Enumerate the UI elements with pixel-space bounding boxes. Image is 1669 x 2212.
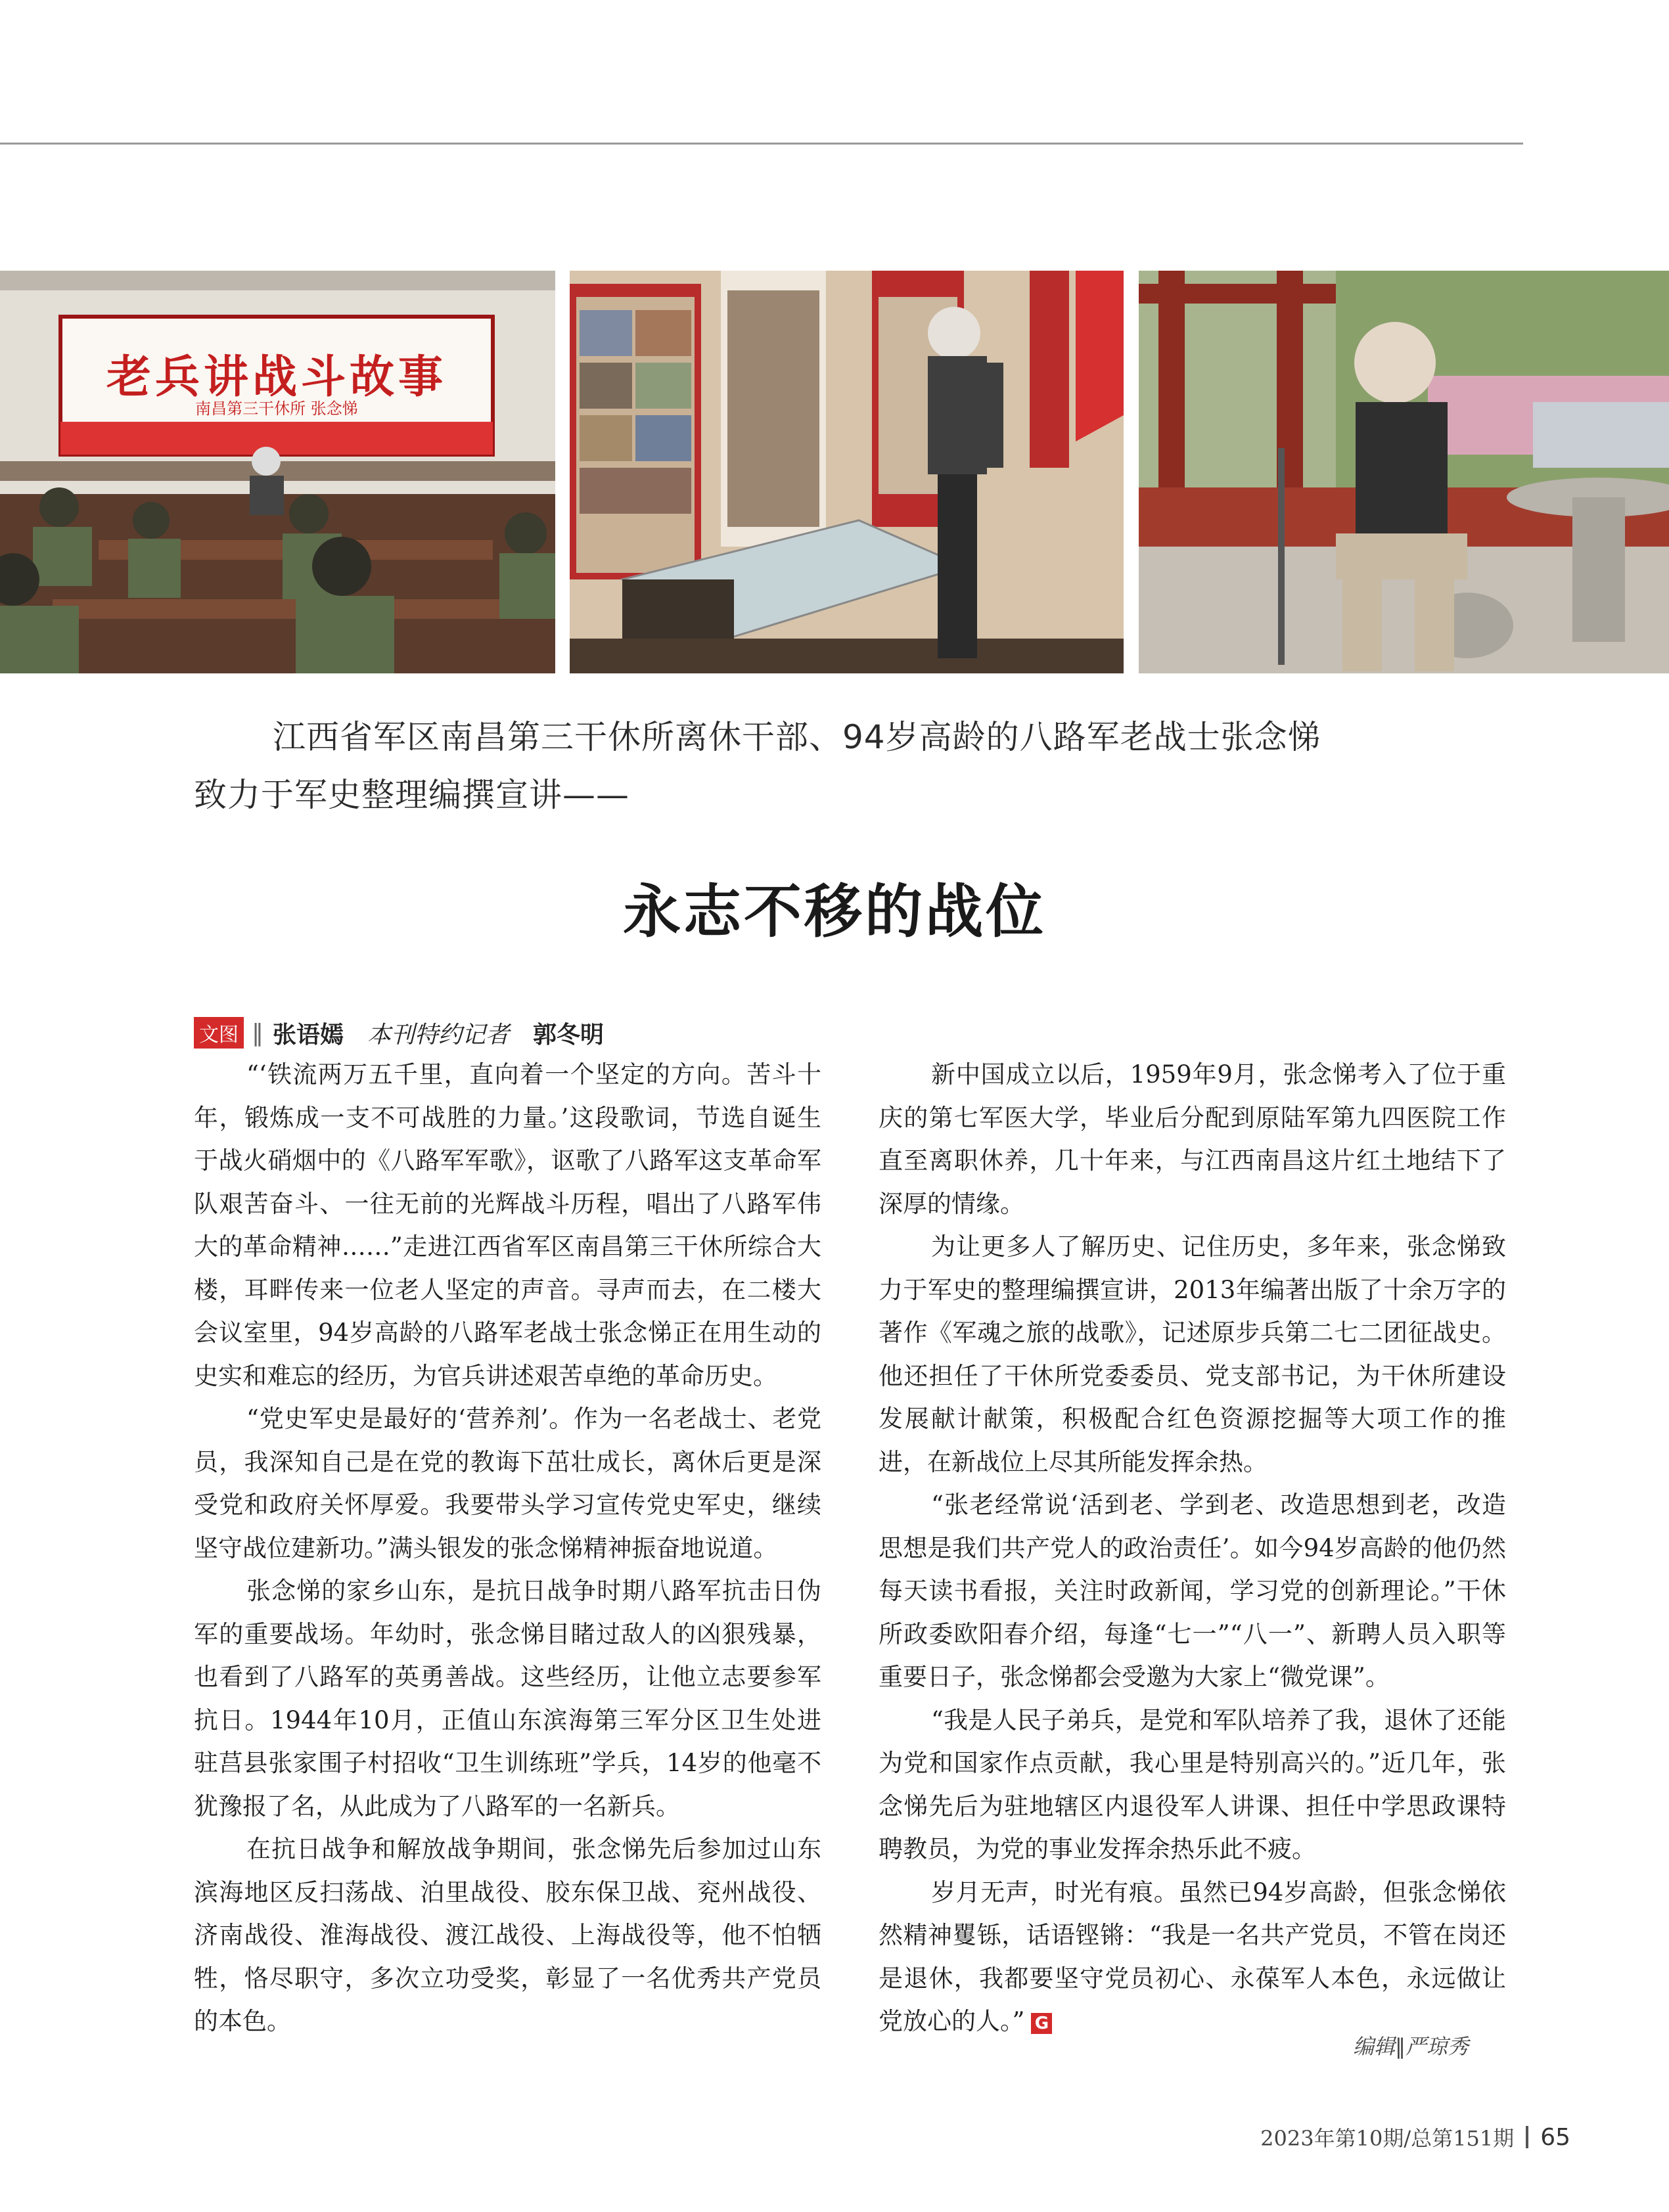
photo-exhibition (570, 271, 1124, 673)
byline (194, 1017, 604, 1049)
photo-lecture-hall-image (0, 271, 555, 673)
paragraph: 张念悌的家乡山东，是抗日战争时期八路军抗击日伪军的重要战场。年幼时，张念悌目睹过敌人的凶狠残暴，也看到了八路军的英勇善战。这些经历，让他立志要参军抗日。1944年10月，正值山东滨海第三军分区卫生处进驻莒县张家围子村招收“卫生训练班”学兵，14岁的他毫不犹豫报了名，从此成为了八路军的一名新兵。 (194, 1577, 821, 1820)
screen-title: 老兵讲战斗故事 (106, 351, 447, 403)
photo-veteran-portrait (1139, 271, 1669, 673)
paragraph: “党史军史是最好的‘营养剂’。作为一名老战士、老党员，我深知自己是在党的教诲下茁壮成长，离休后更是深受党和政府关怀厚爱。我要带头学习宣传党史军史，继续坚守战位建新功。”满头银发的张念悌精神振奋地说道。 (194, 1405, 821, 1562)
left-column (194, 1053, 821, 2043)
end-mark-icon: G (1031, 2013, 1052, 2034)
footer-divider (1526, 2126, 1528, 2148)
paragraph: 为让更多人了解历史、记住历史，多年来，张念悌致力于军史的整理编撰宣讲，2013年编著出版了十余万字的著作《军魂之旅的战歌》，记述原步兵第二七二团征战史。他还担任了干休所党委委员、党支部书记，为干休所建设发展献计献策，积极配合红色资源挖掘等大项工作的推进，在新战位上尽其所能发挥余热。 (879, 1232, 1506, 1476)
screen-subtitle: 南昌第三干休所 张念悌 (195, 399, 358, 418)
issue-info: 2023年第10期/总第151期 (1260, 2126, 1515, 2151)
paragraph: “我是人民子弟兵，是党和军队培养了我，退休了还能为党和国家作点贡献，我心里是特别高兴的。”近几年，张念悌先后为驻地辖区内退役军人讲课、担任中学思政课特聘教员，为党的事业发挥余热乐此不疲。 (879, 1705, 1506, 1863)
byline-author-2: 郭冬明 (533, 1021, 605, 1049)
paragraph-last-text: 岁月无声，时光有痕。虽然已94岁高龄，但张念悌依然精神矍铄，话语铿锵：“我是一名共产党员，不管在岗还是退休，我都要坚守党员初心、永葆军人本色，永远做让党放心的人。” (879, 1878, 1506, 2035)
paragraph: 新中国成立以后，1959年9月，张念悌考入了位于重庆的第七军医大学，毕业后分配到原陆军第九四医院工作直至离职休养，几十年来，与江西南昌这片红土地结下了深厚的情缘。 (879, 1060, 1506, 1218)
intro-line-1: 江西省军区南昌第三干休所离休干部、94岁高龄的八路军老战士张念悌 (273, 718, 1321, 756)
right-column (879, 1053, 1506, 2043)
paragraph-last (879, 1871, 1506, 2043)
page-number: 65 (1540, 2123, 1570, 2151)
paragraph: 在抗日战争和解放战争期间，张念悌先后参加过山东滨海地区反扫荡战、泊里战役、胶东保卫战、兖州战役、济南战役、淮海战役、渡江战役、上海战役等，他不怕牺牲，恪尽职守，多次立功受奖，彰显了一名优秀共产党员的本色。 (194, 1835, 821, 2035)
byline-separator: ‖ (252, 1019, 263, 1047)
intro-deck (194, 708, 1521, 824)
byline-author-1: 张语嫣 (273, 1021, 344, 1049)
photo-veteran-portrait-image (1139, 271, 1669, 673)
photo-lecture-hall (0, 271, 555, 673)
editor-credit: 编辑‖严琼秀 (1352, 2034, 1469, 2059)
page-footer (1260, 2122, 1570, 2152)
byline-role: 本刊特约记者 (367, 1021, 510, 1049)
paragraph: “张老经常说‘活到老、学到老、改造思想到老，改造思想是我们共产党人的政治责任’。如今94岁高龄的他仍然每天读书看报，关注时政新闻，学习党的创新理论。”干休所政委欧阳春介绍，每逢“七一”“八一”、新聘人员入职等重要日子，张念悌都会受邀为大家上“微党课”。 (879, 1491, 1506, 1691)
photo-exhibition-image (570, 271, 1124, 673)
byline-tag: 文图 (194, 1017, 244, 1049)
top-rule (0, 143, 1523, 145)
article-title: 永志不移的战位 (622, 878, 1046, 945)
paragraph: “‘铁流两万五千里，直向着一个坚定的方向。苦斗十年，锻炼成一支不可战胜的力量。’这段歌词，节选自诞生于战火硝烟中的《八路军军歌》，讴歌了八路军这支革命军队艰苦奋斗、一往无前的光辉战斗历程，唱出了八路军伟大的革命精神……”走进江西省军区南昌第三干休所综合大楼，耳畔传来一位老人坚定的声音。寻声而去，在二楼大会议室里，94岁高龄的八路军老战士张念悌正在用生动的史实和难忘的经历，为官兵讲述艰苦卓绝的革命历史。 (194, 1060, 821, 1390)
intro-line-2: 致力于军史整理编撰宣讲—— (194, 776, 629, 814)
